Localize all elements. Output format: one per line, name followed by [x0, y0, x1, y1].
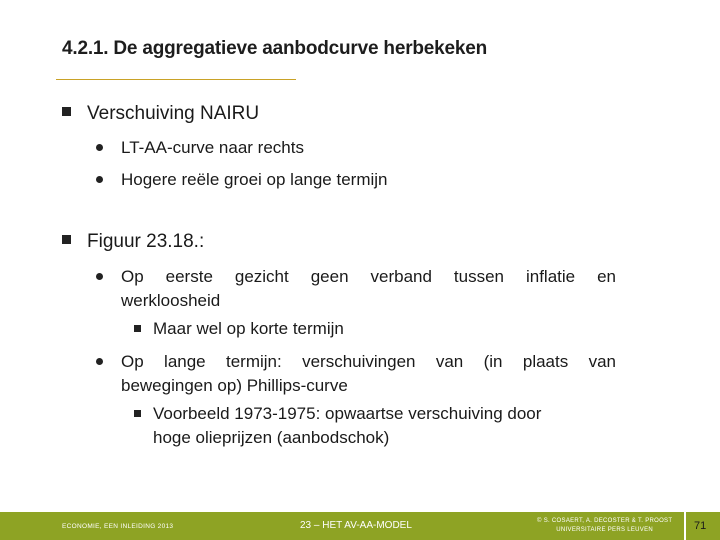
square-bullet-icon [62, 107, 71, 116]
bullet-text-line2: bewegingen op) Phillips-curve [121, 376, 348, 395]
title-underline [56, 79, 296, 80]
section-heading-figure [62, 231, 204, 253]
square-subbullet-icon [134, 325, 141, 332]
section-heading-nairu [62, 103, 259, 125]
footer-bar [0, 512, 720, 540]
section-heading-text: Figuur 23.18.: [87, 231, 205, 252]
round-bullet-icon [96, 358, 103, 365]
slide-title: 4.2.1. De aggregatieve aanbodcurve herbekeken [62, 38, 488, 59]
footer-authors: © S. COSAERT, A. DECOSTER & T. PROOST [537, 518, 673, 524]
footer-publisher: UNIVERSITAIRE PERS LEUVEN [556, 527, 654, 533]
sub-bullet-text-line1: Voorbeeld 1973-1975: opwaartse verschuiving door [153, 404, 542, 423]
round-bullet-icon [96, 176, 103, 183]
round-bullet-icon [96, 144, 103, 151]
bullet-text: LT-AA-curve naar rechts [121, 138, 304, 157]
square-bullet-icon [62, 235, 71, 244]
bullet-item [96, 135, 616, 160]
page-number: 71 [694, 520, 707, 532]
sub-bullet-text: Maar wel op korte termijn [153, 319, 344, 338]
footer-chapter: 23 – HET AV-AA-MODEL [300, 520, 412, 531]
footer-course: ECONOMIE, EEN INLEIDING 2013 [62, 523, 174, 530]
bullet-text-line2: werkloosheid [121, 291, 221, 310]
bullet-item [96, 264, 616, 314]
bullet-text-line1: Op lange termijn: verschuivingen van (in plaats van [121, 352, 616, 371]
round-bullet-icon [96, 273, 103, 280]
bullet-item [96, 167, 616, 192]
bullet-text: Hogere reële groei op lange termijn [121, 170, 388, 189]
sub-bullet-item [134, 401, 616, 451]
section-heading-text: Verschuiving NAIRU [87, 103, 260, 124]
square-subbullet-icon [134, 410, 141, 417]
sub-bullet-item [134, 316, 616, 341]
bullet-text-line1: Op eerste gezicht geen verband tussen inflatie en [121, 267, 616, 286]
footer-copyright [537, 517, 672, 535]
sub-bullet-text-line2: hoge olieprijzen (aanbodschok) [153, 428, 390, 447]
bullet-item [96, 349, 616, 399]
